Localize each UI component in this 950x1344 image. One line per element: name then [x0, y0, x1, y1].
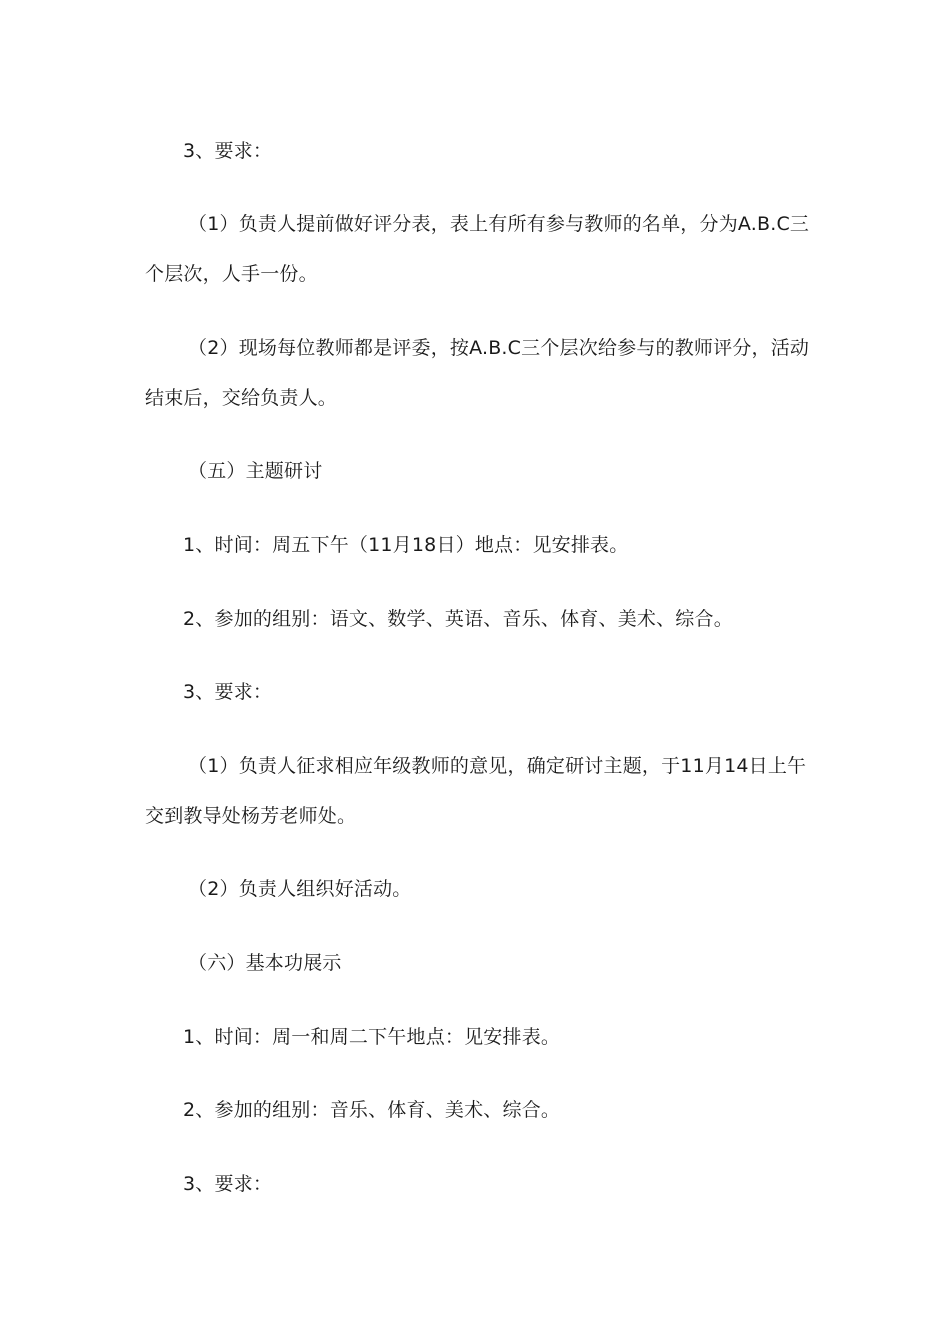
paragraph-requirements-3: 3、要求：	[183, 1173, 273, 1195]
paragraph-seminar-time: 1、时间：周五下午（11月18日）地点：见安排表。	[183, 534, 629, 556]
paragraph-requirements-2: 3、要求：	[183, 681, 273, 703]
section-heading-skills: （六）基本功展示	[188, 952, 342, 974]
section-heading-seminar: （五）主题研讨	[188, 460, 323, 482]
paragraph-skills-groups: 2、参加的组别：音乐、体育、美术、综合。	[183, 1099, 561, 1121]
paragraph-judges: （2）现场每位教师都是评委，按A.B.C三个层次给参与的教师评分，活动结束后，交给负责人。	[145, 337, 810, 409]
paragraph-scoring-sheet: （1）负责人提前做好评分表，表上有所有参与教师的名单，分为A.B.C三个层次，人手一份。	[145, 213, 810, 285]
paragraph-seminar-topic: （1）负责人征求相应年级教师的意见，确定研讨主题，于11月14日上午交到教导处杨芳老师处。	[145, 755, 807, 827]
paragraph-requirements-1: 3、要求：	[183, 140, 273, 162]
paragraph-skills-time: 1、时间：周一和周二下午地点：见安排表。	[183, 1026, 561, 1048]
paragraph-organize: （2）负责人组织好活动。	[188, 878, 412, 900]
paragraph-seminar-groups: 2、参加的组别：语文、数学、英语、音乐、体育、美术、综合。	[183, 608, 733, 630]
